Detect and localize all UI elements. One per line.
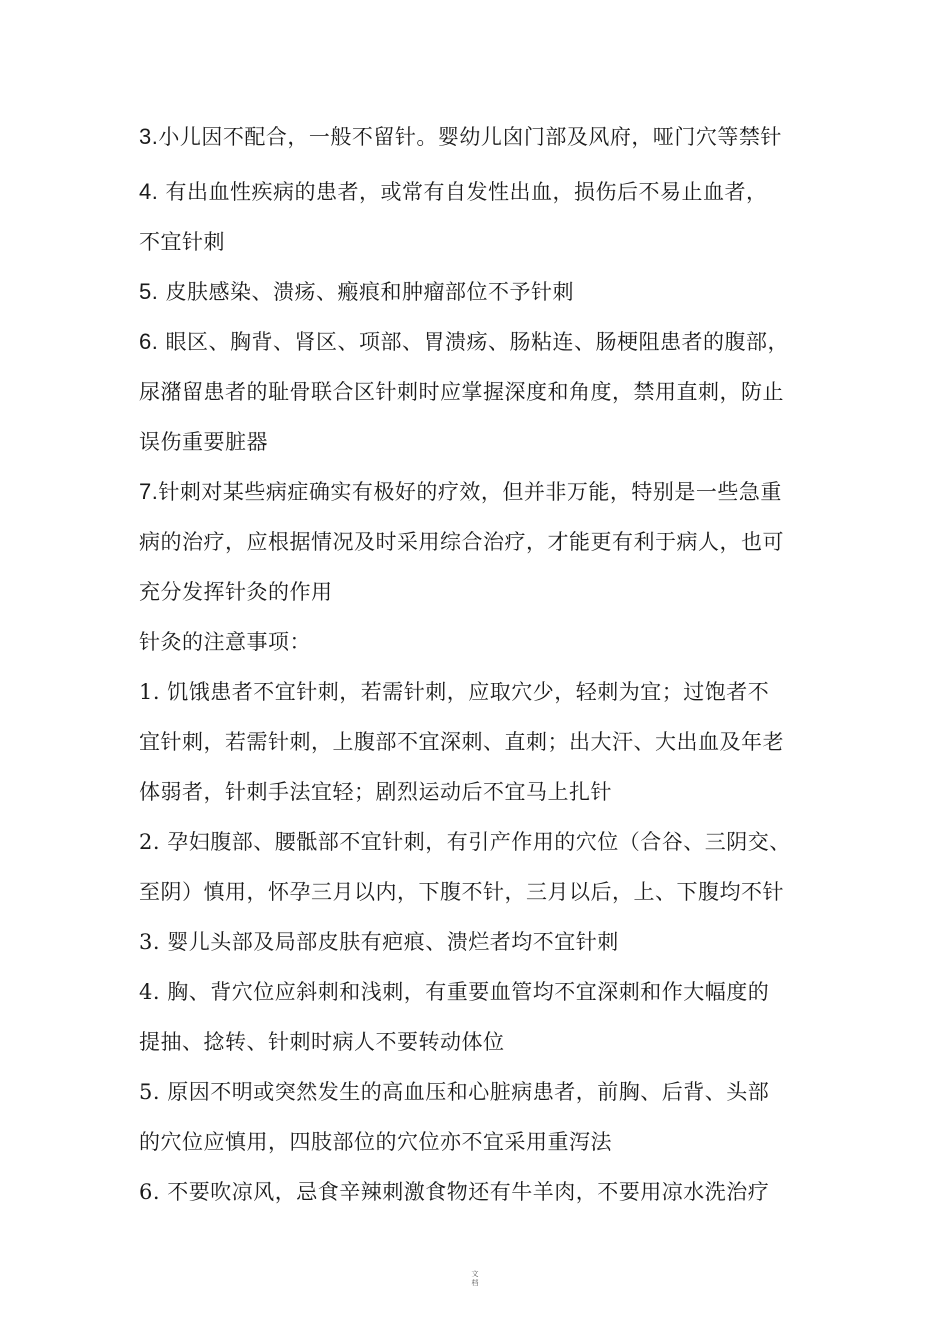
- text-line: 4. 胸、背穴位应斜刺和浅刺，有重要血管均不宜深刺和作大幅度的: [139, 980, 770, 1004]
- page-footer: [468, 1270, 482, 1288]
- text-line: 6. 眼区、胸背、肾区、项部、胃溃疡、肠粘连、肠梗阻患者的腹部，: [139, 329, 790, 354]
- text-line: 充分发挥针灸的作用: [139, 580, 333, 604]
- text-line: 5. 皮肤感染、溃疡、瘢痕和肿瘤部位不予针刺: [139, 279, 575, 304]
- text-line: 体弱者，针刺手法宜轻；剧烈运动后不宜马上扎针: [139, 780, 612, 804]
- text-line: 提抽、捻转、针刺时病人不要转动体位: [139, 1030, 505, 1054]
- text-line: 尿潴留患者的耻骨联合区针刺时应掌握深度和角度，禁用直刺，防止: [139, 380, 784, 404]
- text-line: 1. 饥饿患者不宜针刺，若需针刺，应取穴少，轻刺为宜；过饱者不: [139, 680, 770, 704]
- text-line: 误伤重要脏器: [139, 430, 268, 454]
- footer-char: 文: [471, 1270, 479, 1278]
- text-line: 宜针刺，若需针刺，上腹部不宜深刺、直刺；出大汗、大出血及年老: [139, 730, 784, 754]
- text-line: 3.小儿因不配合，一般不留针。婴幼儿囟门部及风府，哑门穴等禁针: [139, 124, 782, 149]
- text-line: 病的治疗，应根据情况及时采用综合治疗，才能更有利于病人，也可: [139, 530, 784, 554]
- text-line: 6. 不要吹凉风，忌食辛辣刺激食物还有牛羊肉，不要用凉水洗治疗: [139, 1180, 770, 1204]
- text-line: 2. 孕妇腹部、腰骶部不宜针刺，有引产作用的穴位（合谷、三阴交、: [139, 830, 791, 854]
- text-line: 至阴）慎用，怀孕三月以内，下腹不针，三月以后，上、下腹均不针: [139, 880, 784, 904]
- text-line: 7.针刺对某些病症确实有极好的疗效，但并非万能，特别是一些急重: [139, 479, 782, 504]
- text-line: 5. 原因不明或突然发生的高血压和心脏病患者，前胸、后背、头部: [139, 1080, 770, 1104]
- text-line: 的穴位应慎用，四肢部位的穴位亦不宜采用重泻法: [139, 1130, 612, 1154]
- footer-char: 档: [471, 1279, 479, 1287]
- section-heading: 针灸的注意事项：: [139, 630, 311, 654]
- text-line: 4. 有出血性疾病的患者，或常有自发性出血，损伤后不易止血者，: [139, 179, 768, 204]
- text-line: 不宜针刺: [139, 230, 225, 254]
- text-line: 3. 婴儿头部及局部皮肤有疤痕、溃烂者均不宜针刺: [139, 930, 619, 954]
